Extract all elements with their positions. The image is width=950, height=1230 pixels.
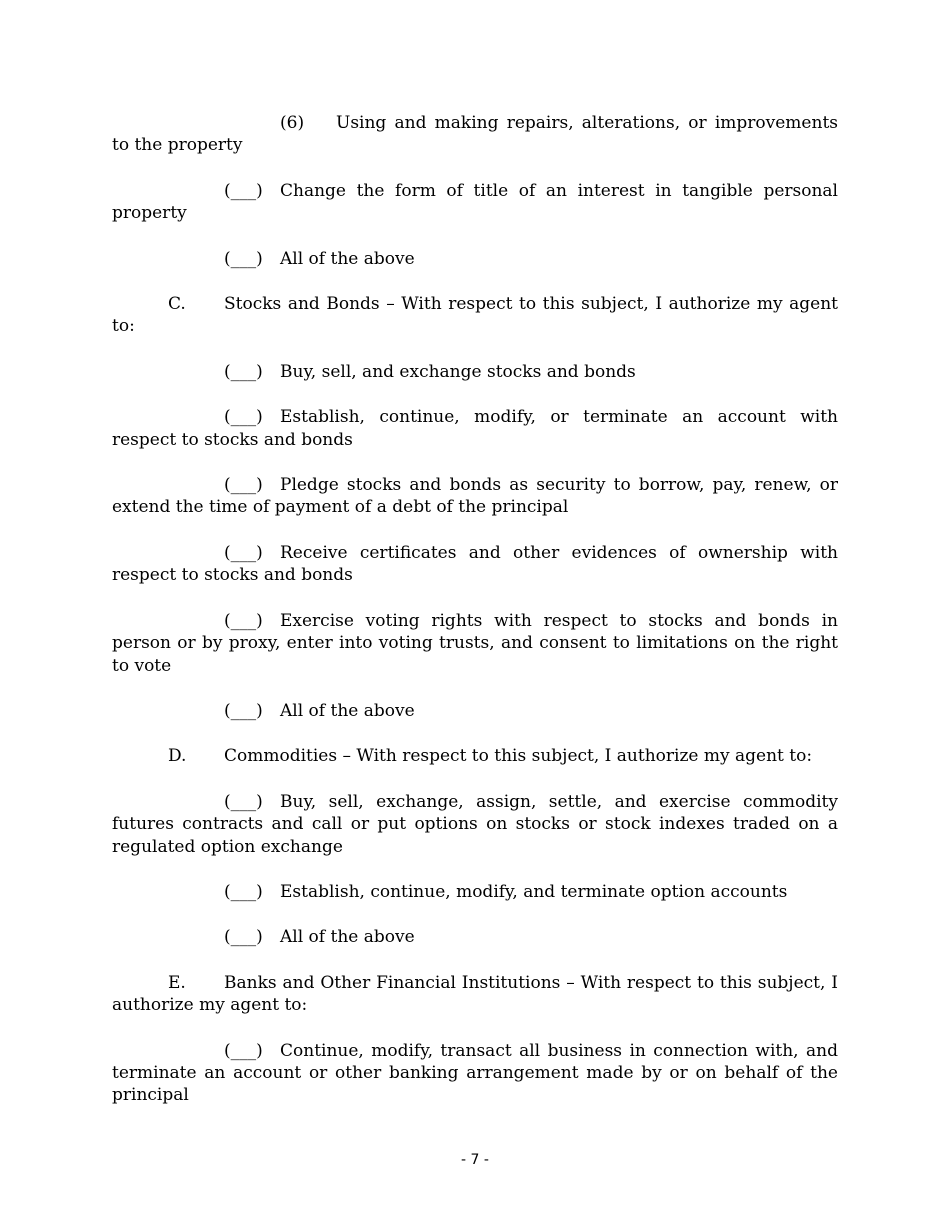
- option-text: Change the form of title of an interest in tangible personal property: [112, 180, 838, 224]
- section-text: Banks and Other Financial Institutions – With respect to this subject, I authorize my agent to:: [112, 972, 838, 1016]
- option-text: Establish, continue, modify, or terminate an account with respect to stocks and bonds: [112, 407, 838, 450]
- option-item: [112, 1040, 838, 1107]
- subitem-number: (6): [280, 113, 305, 133]
- option-text: Continue, modify, transact all business in connection with, and terminate an account or other banking arrangement made by or on behalf of the principal: [112, 1040, 838, 1106]
- checkbox-blank[interactable]: (___): [224, 475, 263, 496]
- section-heading-c: [112, 293, 838, 338]
- checkbox-blank[interactable]: (___): [224, 791, 263, 812]
- option-item: [112, 700, 838, 722]
- option-item: [112, 361, 838, 383]
- option-item: [112, 248, 838, 270]
- checkbox-blank[interactable]: (___): [224, 407, 263, 428]
- checkbox-blank[interactable]: (___): [224, 927, 263, 948]
- option-item: [112, 180, 838, 225]
- document-body: [112, 112, 838, 1130]
- option-item: [112, 474, 838, 519]
- section-letter: D.: [168, 746, 187, 767]
- option-item: [112, 610, 838, 677]
- checkbox-blank[interactable]: (___): [224, 542, 263, 563]
- checkbox-blank[interactable]: (___): [224, 700, 263, 721]
- section-heading-d: [112, 745, 838, 767]
- section-text: Stocks and Bonds – With respect to this subject, I authorize my agent to:: [112, 294, 838, 337]
- checkbox-blank[interactable]: (___): [224, 1040, 263, 1061]
- option-text: All of the above: [280, 927, 415, 948]
- checkbox-blank[interactable]: (___): [224, 881, 263, 902]
- option-item: [112, 926, 838, 948]
- option-item: [112, 881, 838, 903]
- checkbox-blank[interactable]: (___): [224, 248, 263, 269]
- option-item: [112, 542, 838, 587]
- page-number: - 7 -: [461, 1152, 489, 1168]
- paragraph-subitem-6: [112, 112, 838, 157]
- option-text: Buy, sell, and exchange stocks and bonds: [280, 361, 636, 382]
- section-letter: C.: [168, 294, 186, 315]
- section-letter: E.: [168, 972, 186, 993]
- paragraph-text: Using and making repairs, alterations, or improvements to the property: [112, 113, 838, 156]
- section-heading-e: [112, 972, 838, 1017]
- option-text: Pledge stocks and bonds as security to borrow, pay, renew, or extend the time of payment of a debt of the principal: [112, 475, 838, 518]
- option-text: Buy, sell, exchange, assign, settle, and exercise commodity futures contracts and call or put options on stocks or stock indexes traded on a regulated option exchange: [112, 791, 838, 857]
- option-text: All of the above: [280, 700, 415, 721]
- option-text: Establish, continue, modify, and terminate option accounts: [280, 881, 788, 902]
- checkbox-blank[interactable]: (___): [224, 361, 263, 382]
- option-text: Exercise voting rights with respect to stocks and bonds in person or by proxy, enter into voting trusts, and consent to limitations on the right to vote: [112, 610, 838, 676]
- checkbox-blank[interactable]: (___): [224, 610, 263, 631]
- option-text: All of the above: [280, 248, 415, 269]
- option-text: Receive certificates and other evidences of ownership with respect to stocks and bonds: [112, 542, 838, 586]
- option-item: [112, 791, 838, 858]
- section-text: Commodities – With respect to this subject, I authorize my agent to:: [224, 746, 813, 767]
- option-item: [112, 406, 838, 451]
- checkbox-blank[interactable]: (___): [224, 180, 263, 201]
